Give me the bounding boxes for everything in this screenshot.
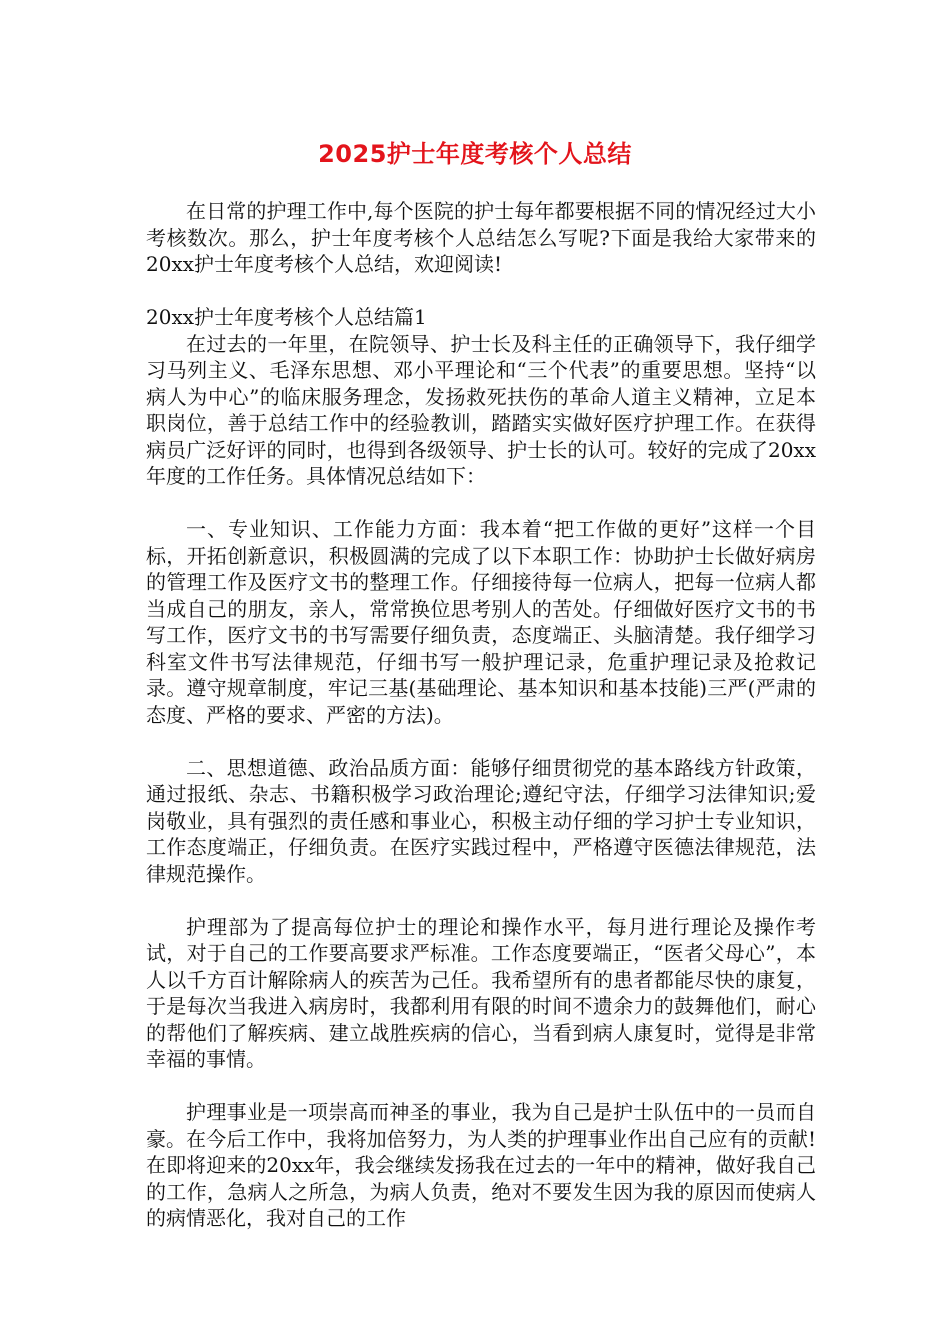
document-title: 2025护士年度考核个人总结 <box>318 140 632 168</box>
document-body <box>146 198 816 1232</box>
body-paragraph-4: 护理部为了提高每位护士的理论和操作水平，每月进行理论及操作考试，对于自己的工作要高要求严标准。工作态度要端正，“医者父母心”，本人以千方百计解除病人的疾苦为己任。我希望所有的患者都能尽快的康复，于是每次当我进入病房时，我都利用有限的时间不遗余力的鼓舞他们，耐心的帮他们了解疾病、建立战胜疾病的信心，当看到病人康复时，觉得是非常幸福的事情。 <box>146 914 816 1071</box>
body-paragraph-5: 护理事业是一项崇高而神圣的事业，我为自己是护士队伍中的一员而自豪。在今后工作中，我将加倍努力，为人类的护理事业作出自己应有的贡献!在即将迎来的20xx年，我会继续发扬我在过去的一年中的精神，做好我自己的工作，急病人之所急，为病人负责，绝对不要发生因为我的原因而使病人的病情恶化，我对自己的工作 <box>146 1100 816 1230</box>
body-paragraph-2: 一、专业知识、工作能力方面：我本着“把工作做的更好”这样一个目标，开拓创新意识，积极圆满的完成了以下本职工作：协助护士长做好病房的管理工作及医疗文书的整理工作。仔细接待每一位病人，把每一位病人都当成自己的朋友，亲人，常常换位思考别人的苦处。仔细做好医疗文书的书写工作，医疗文书的书写需要仔细负责，态度端正、头脑清楚。我仔细学习科室文件书写法律规范，仔细书写一般护理记录，危重护理记录及抢救记录。遵守规章制度，牢记三基(基础理论、基本知识和基本技能)三严(严肃的态度、严格的要求、严密的方法)。 <box>146 517 816 727</box>
section-heading: 20xx护士年度考核个人总结篇1 <box>146 305 427 329</box>
body-paragraph-3: 二、思想道德、政治品质方面：能够仔细贯彻党的基本路线方针政策，通过报纸、杂志、书籍积极学习政治理论;遵纪守法，仔细学习法律知识;爱岗敬业，具有强烈的责任感和事业心，积极主动仔细的学习护士专业知识，工作态度端正，仔细负责。在医疗实践过程中，严格遵守医德法律规范，法律规范操作。 <box>146 755 816 886</box>
body-paragraph-1: 在过去的一年里，在院领导、护士长及科主任的正确领导下，我仔细学习马列主义、毛泽东思想、邓小平理论和“三个代表”的重要思想。坚持“以病人为中心”的临床服务理念，发扬救死扶伤的革命人道主义精神，立足本职岗位，善于总结工作中的经验教训，踏踏实实做好医疗护理工作。在获得病员广泛好评的同时，也得到各级领导、护士长的认可。较好的完成了20xx年度的工作任务。具体情况总结如下： <box>146 331 816 488</box>
intro-paragraph: 在日常的护理工作中,每个医院的护士每年都要根据不同的情况经过大小考核数次。那么，护士年度考核个人总结怎么写呢?下面是我给大家带来的20xx护士年度考核个人总结，欢迎阅读! <box>146 199 816 276</box>
